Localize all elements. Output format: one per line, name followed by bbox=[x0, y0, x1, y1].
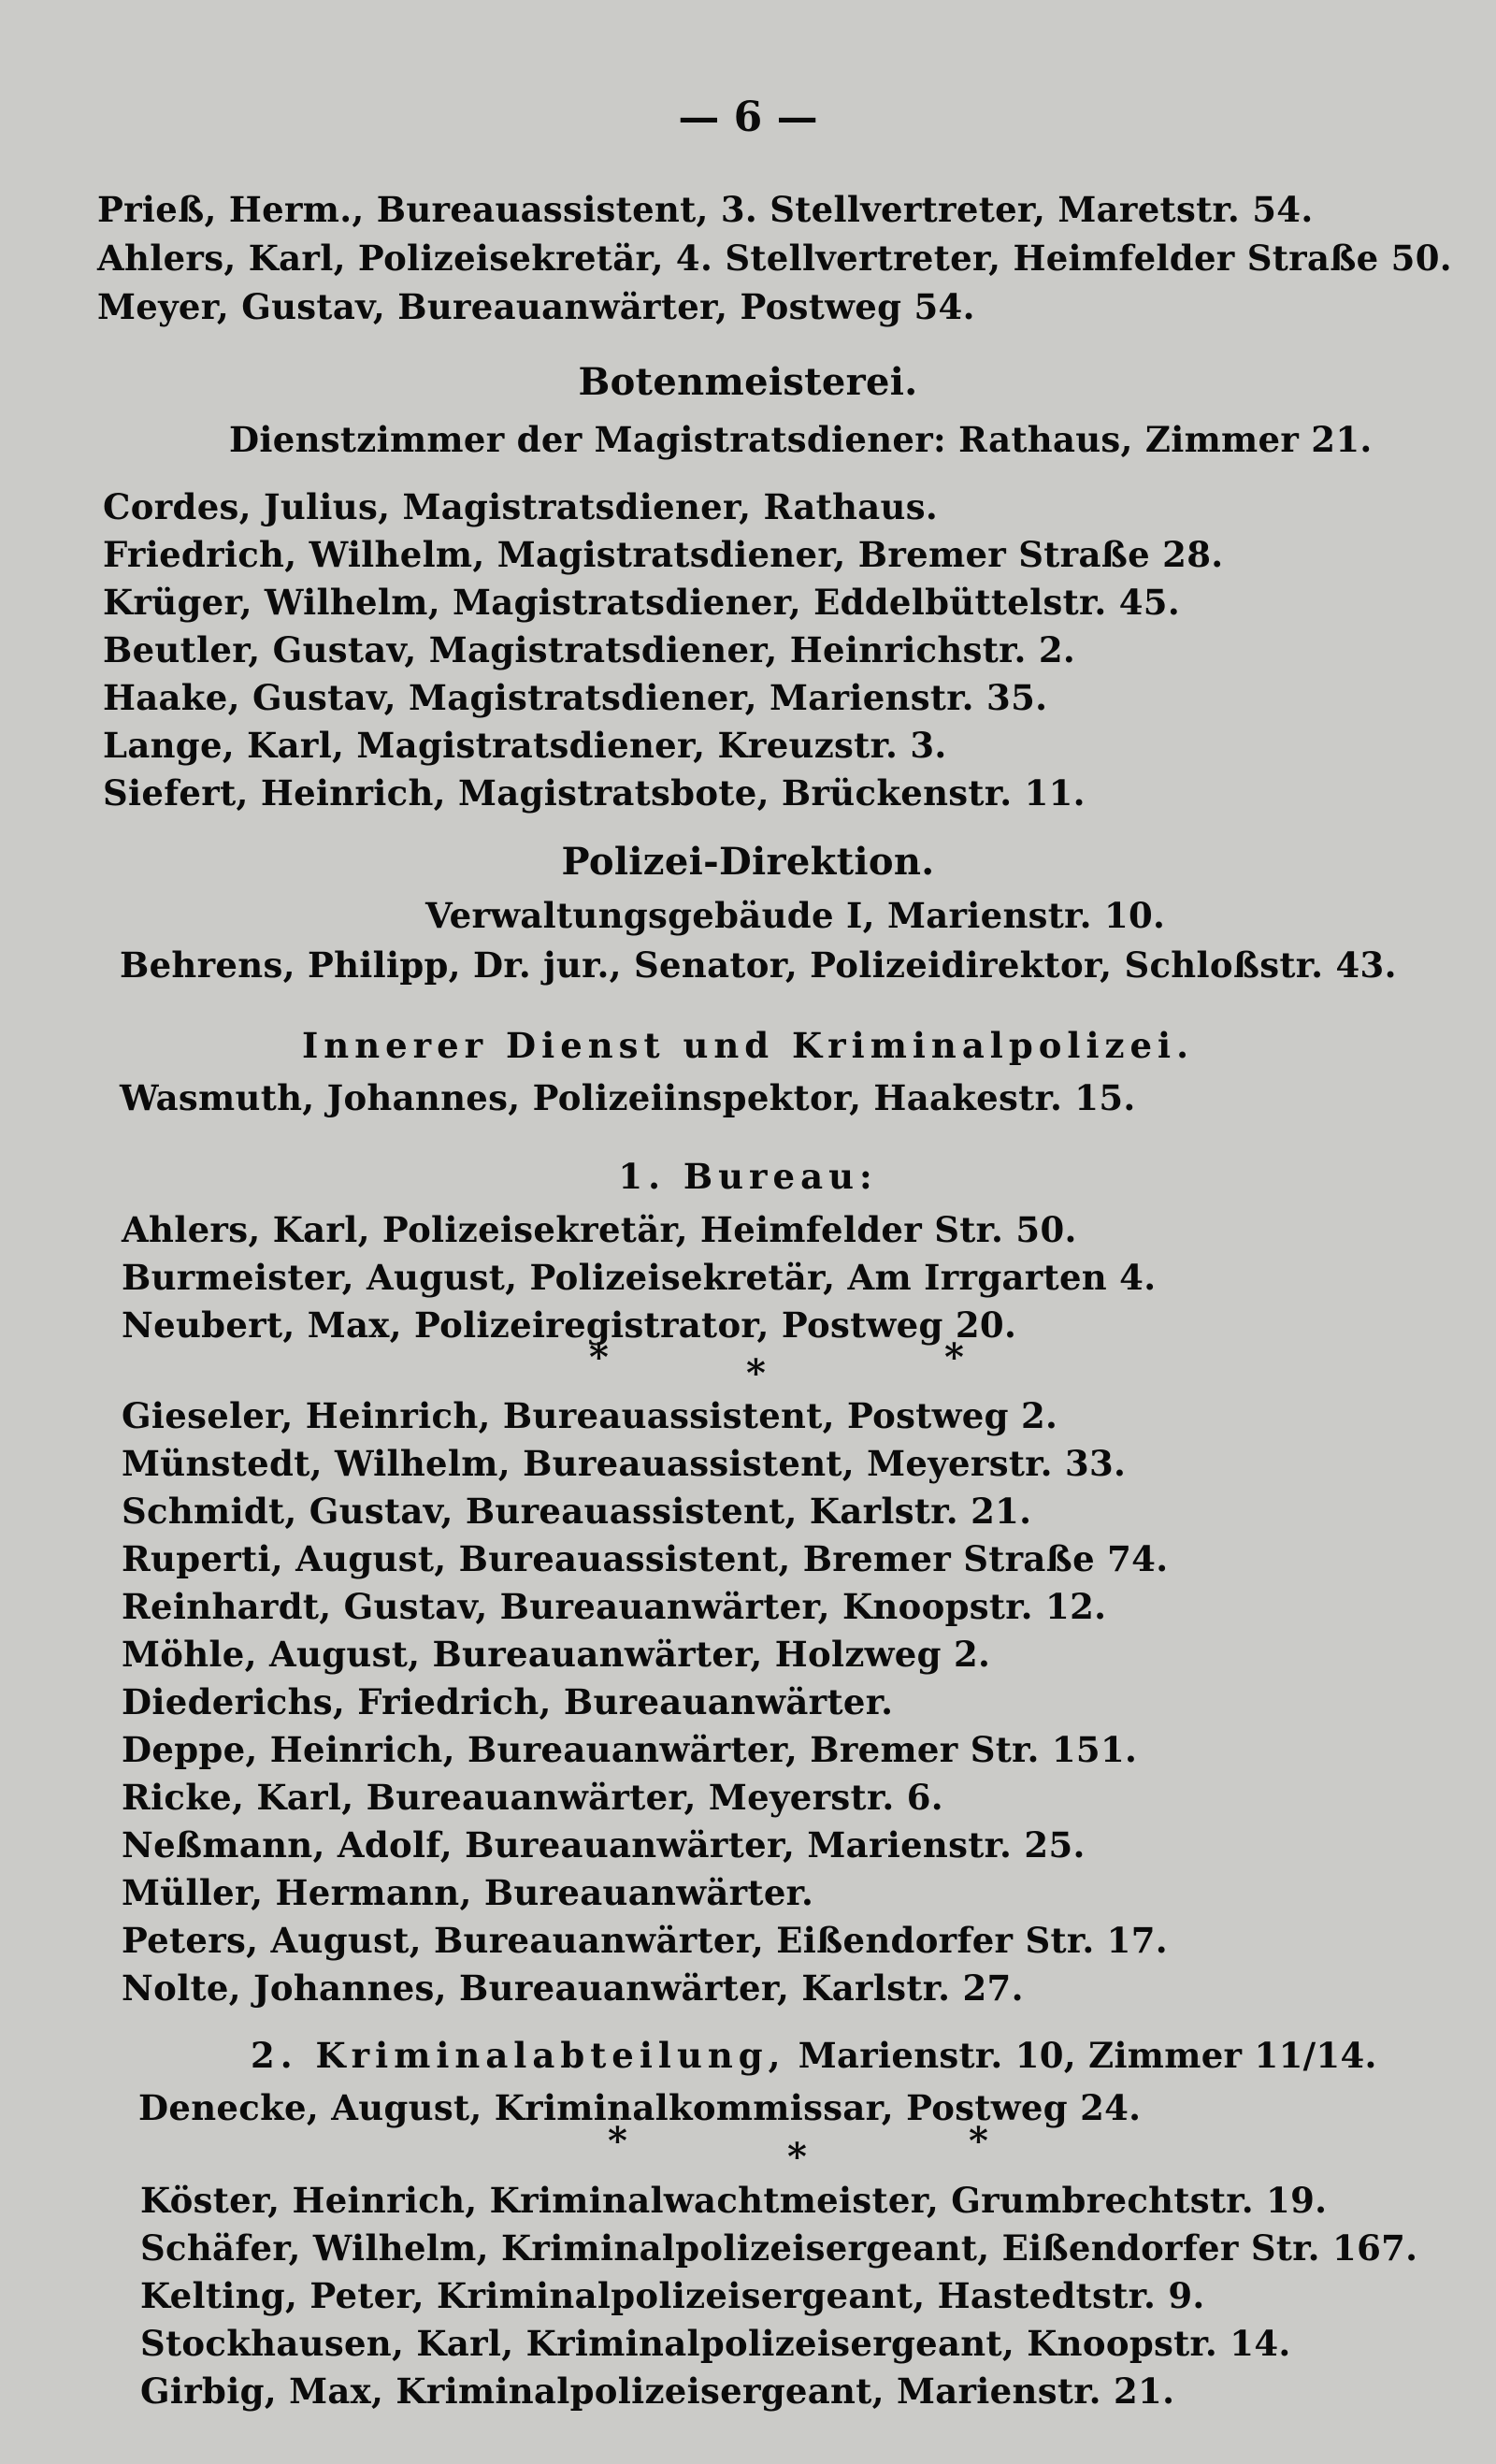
subsection-heading-innerer-dienst: Innerer Dienst und Kriminalpolizei. bbox=[302, 1025, 1194, 1066]
section-subheading: Verwaltungsgebäude I, Marienstr. 10. bbox=[425, 895, 1166, 936]
section-heading-polizei: Polizei-Direktion. bbox=[561, 840, 935, 884]
entry-line: Beutler, Gustav, Magistratsdiener, Heinrichstr. 2. bbox=[103, 629, 1076, 670]
separator-star: * bbox=[787, 2135, 807, 2179]
entry-line: Münstedt, Wilhelm, Bureauassistent, Meyerstr. 33. bbox=[122, 1443, 1127, 1484]
entry-line: Krüger, Wilhelm, Magistratsdiener, Eddelbüttelstr. 45. bbox=[103, 582, 1181, 623]
separator-star: * bbox=[944, 1335, 964, 1379]
section-heading-botenmeisterei: Botenmeisterei. bbox=[578, 360, 918, 404]
separator-star: * bbox=[589, 1335, 609, 1379]
entry-line: Neßmann, Adolf, Bureauanwärter, Marienstr. 25. bbox=[122, 1824, 1086, 1866]
section-subheading: Dienstzimmer der Magistratsdiener: Rathaus, Zimmer 21. bbox=[229, 419, 1373, 460]
entry-line: Stockhausen, Karl, Kriminalpolizeisergeant, Knoopstr. 14. bbox=[140, 2323, 1291, 2364]
entry-line: Diederichs, Friedrich, Bureauanwärter. bbox=[122, 1681, 894, 1722]
entry-line: Gieseler, Heinrich, Bureauassistent, Postweg 2. bbox=[122, 1395, 1058, 1436]
entry-line: Ruperti, August, Bureauassistent, Bremer Straße 74. bbox=[122, 1538, 1169, 1579]
entry-line: Siefert, Heinrich, Magistratsbote, Brückenstr. 11. bbox=[103, 772, 1086, 814]
entry-line: Müller, Hermann, Bureauanwärter. bbox=[122, 1872, 814, 1913]
entry-line-commissioner: Denecke, August, Kriminalkommissar, Postweg 24. bbox=[138, 2087, 1142, 2128]
separator-star: * bbox=[969, 2119, 988, 2163]
entry-line: Deppe, Heinrich, Bureauanwärter, Bremer Str. 151. bbox=[122, 1729, 1138, 1770]
entry-line-director: Behrens, Philipp, Dr. jur., Senator, Polizeidirektor, Schloßstr. 43. bbox=[120, 944, 1397, 986]
entry-line-inspector: Wasmuth, Johannes, Polizeiinspektor, Haakestr. 15. bbox=[120, 1077, 1136, 1118]
entry-line: Haake, Gustav, Magistratsdiener, Marienstr. 35. bbox=[103, 677, 1048, 718]
entry-line: Möhle, August, Bureauanwärter, Holzweg 2. bbox=[122, 1634, 991, 1675]
entry-line: Girbig, Max, Kriminalpolizeisergeant, Marienstr. 21. bbox=[140, 2370, 1175, 2412]
entry-line: Schmidt, Gustav, Bureauassistent, Karlstr. 21. bbox=[122, 1491, 1032, 1532]
entry-line: Ahlers, Karl, Polizeisekretär, 4. Stellvertreter, Heimfelder Straße 50. bbox=[97, 238, 1452, 279]
kriminalabteilung-address: Marienstr. 10, Zimmer 11/14. bbox=[798, 2035, 1377, 2076]
entry-line: Burmeister, August, Polizeisekretär, Am Irrgarten 4. bbox=[122, 1257, 1157, 1298]
entry-line: Peters, August, Bureauanwärter, Eißendorfer Str. 17. bbox=[122, 1920, 1168, 1961]
entry-line: Ahlers, Karl, Polizeisekretär, Heimfelder Str. 50. bbox=[122, 1209, 1077, 1250]
separator-star: * bbox=[746, 1351, 766, 1395]
kriminalabteilung-label: 2. Kriminalabteilung, bbox=[251, 2035, 786, 2076]
separator-star: * bbox=[608, 2119, 627, 2163]
entry-line: Reinhardt, Gustav, Bureauanwärter, Knoopstr. 12. bbox=[122, 1586, 1107, 1627]
entry-line: Köster, Heinrich, Kriminalwachtmeister, Grumbrechtstr. 19. bbox=[140, 2180, 1328, 2221]
subsection-heading-bureau: 1. Bureau: bbox=[618, 1156, 878, 1197]
entry-line: Lange, Karl, Magistratsdiener, Kreuzstr. 3. bbox=[103, 725, 947, 766]
entry-line: Nolte, Johannes, Bureauanwärter, Karlstr. 27. bbox=[122, 1967, 1024, 2009]
entry-line: Schäfer, Wilhelm, Kriminalpolizeisergeant, Eißendorfer Str. 167. bbox=[140, 2227, 1418, 2269]
entry-line: Kelting, Peter, Kriminalpolizeisergeant, Hastedtstr. 9. bbox=[140, 2275, 1205, 2316]
subsection-heading-kriminalabteilung bbox=[251, 2035, 1377, 2076]
page-number: — 6 — bbox=[678, 94, 818, 141]
entry-line: Prieß, Herm., Bureauassistent, 3. Stellvertreter, Maretstr. 54. bbox=[97, 189, 1314, 230]
entry-line: Meyer, Gustav, Bureauanwärter, Postweg 54. bbox=[97, 286, 975, 327]
entry-line: Neubert, Max, Polizeiregistrator, Postweg 20. bbox=[122, 1304, 1017, 1346]
entry-line: Friedrich, Wilhelm, Magistratsdiener, Bremer Straße 28. bbox=[103, 534, 1224, 575]
entry-line: Cordes, Julius, Magistratsdiener, Rathaus. bbox=[103, 486, 939, 527]
entry-line: Ricke, Karl, Bureauanwärter, Meyerstr. 6. bbox=[122, 1777, 943, 1818]
